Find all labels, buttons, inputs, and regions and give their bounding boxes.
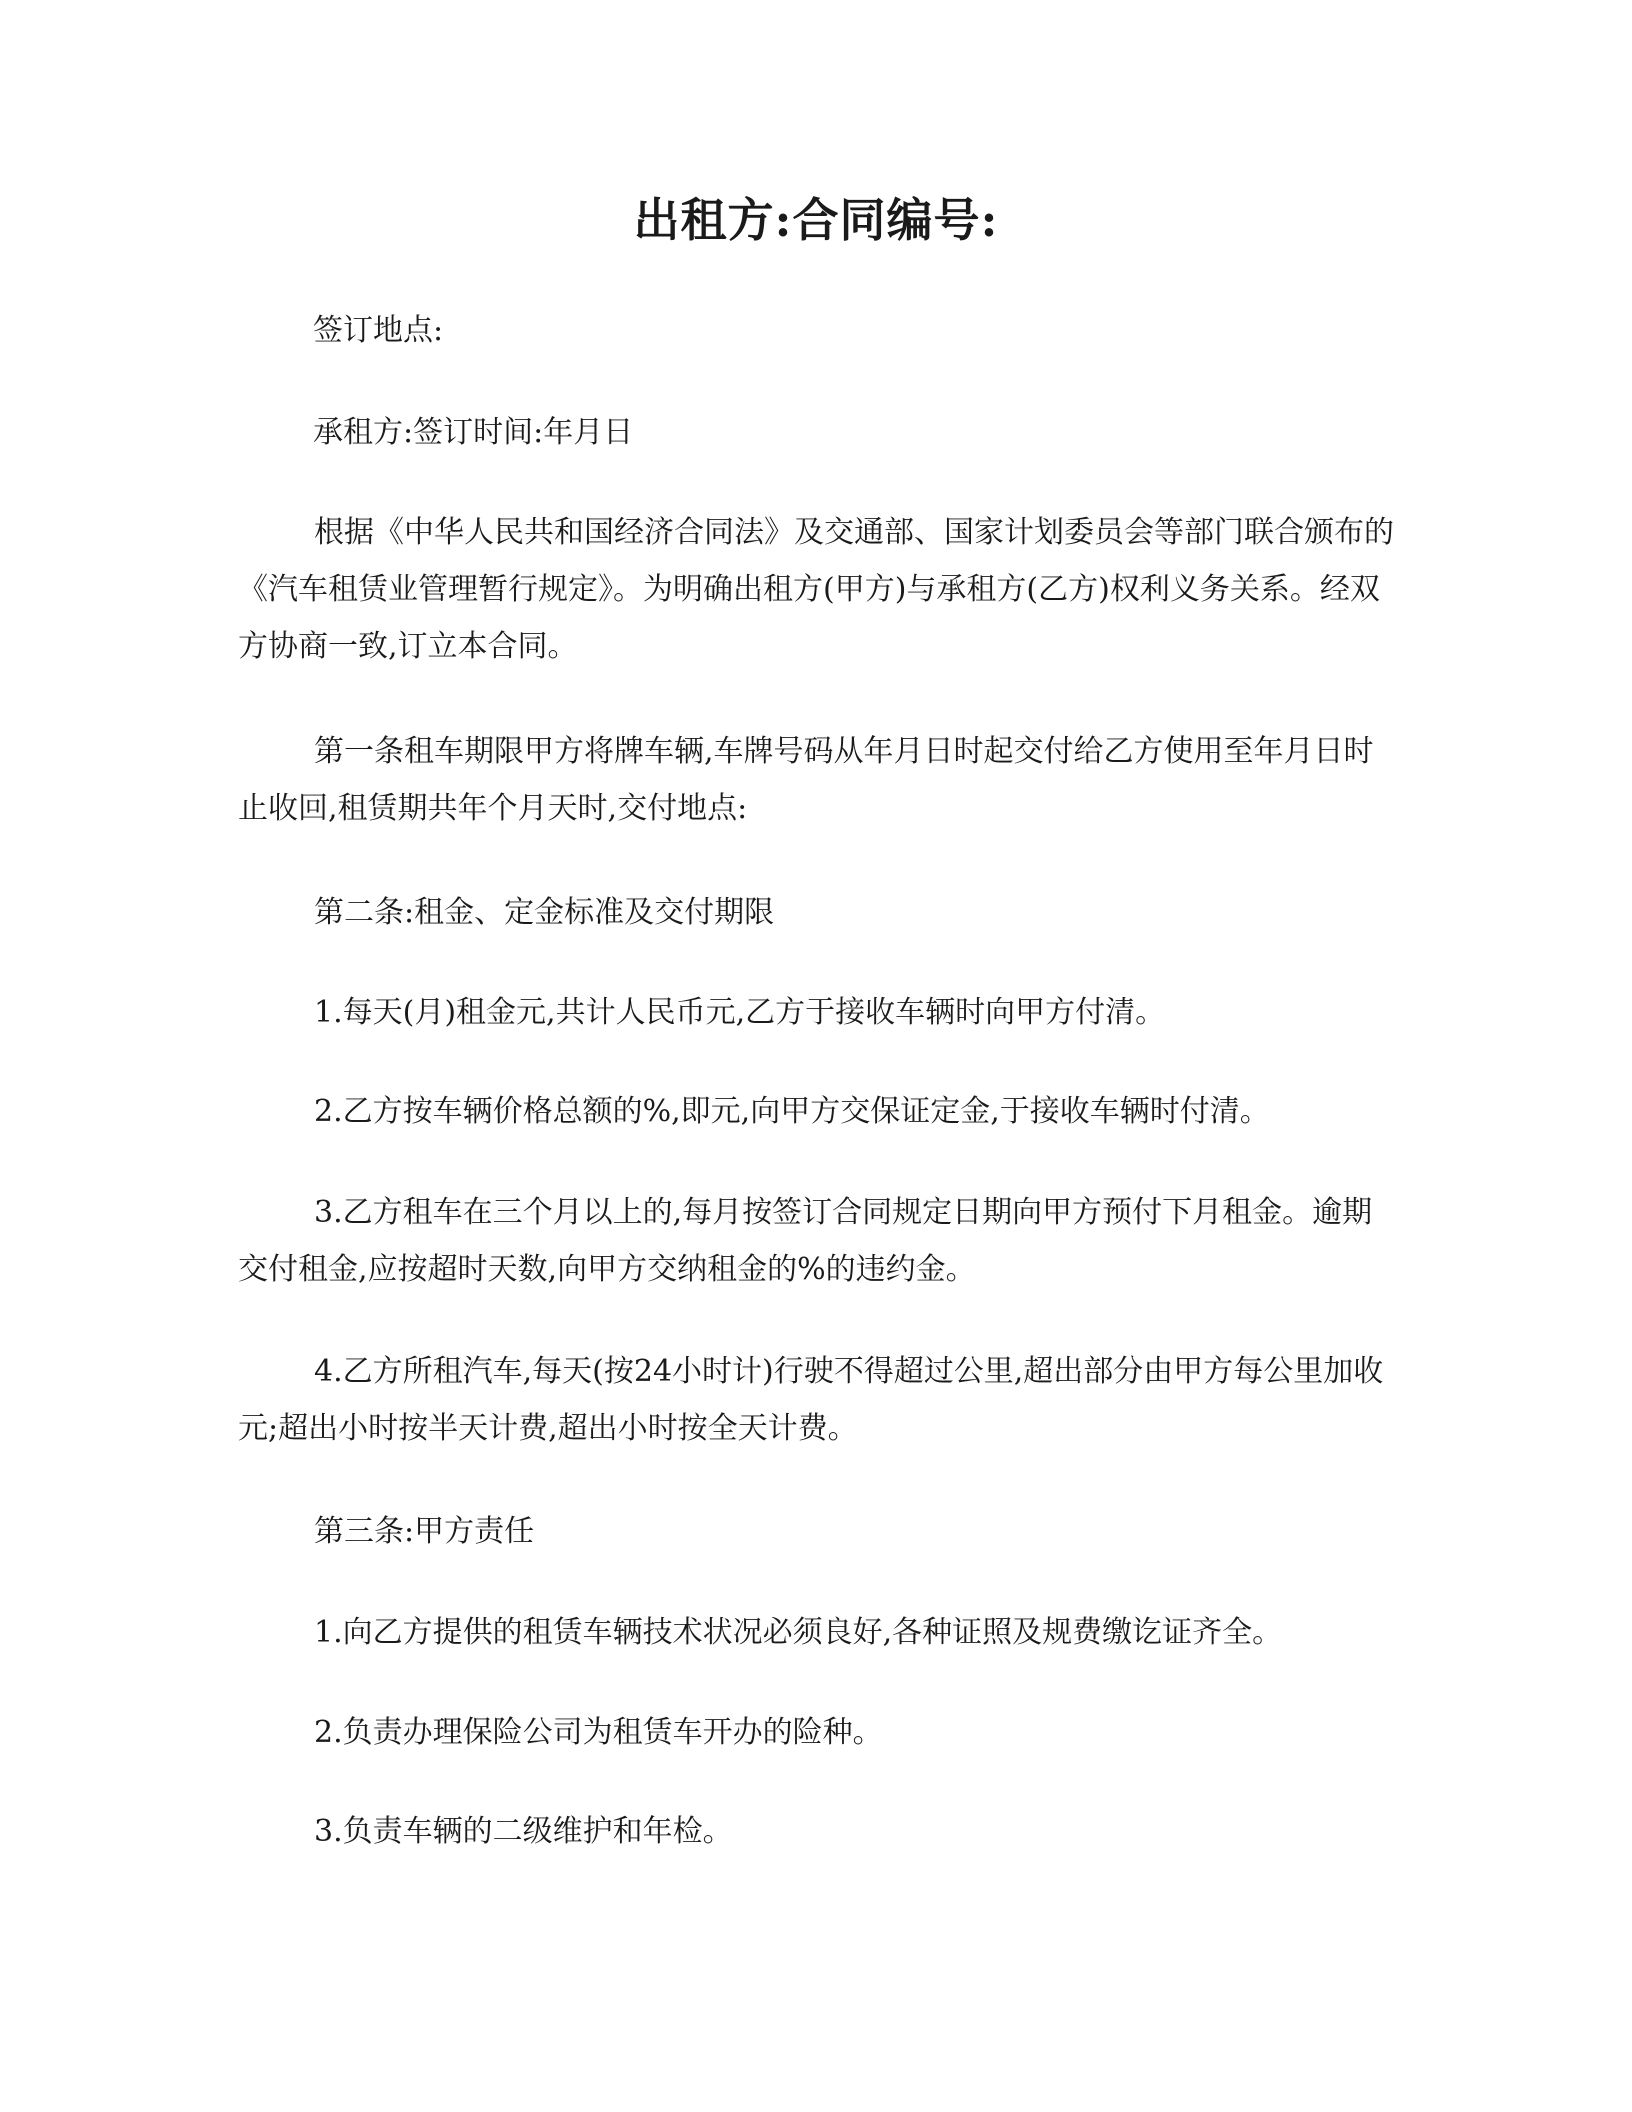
paragraph-article-2-heading: 第二条:租金、定金标准及交付期限 (314, 895, 775, 930)
paragraph-article-3-item-1: 1.向乙方提供的租赁车辆技术状况必须良好,各种证照及规费缴讫证齐全。 (314, 1615, 1283, 1650)
paragraph-signing-place: 签订地点: (313, 313, 444, 348)
paragraph-article-2-item-4: 4.乙方所租汽车,每天(按24小时计)行驶不得超过公里,超出部分由甲方每公里加收元;超出小时按半天计费,超出小时按全天计费。 (238, 1354, 1384, 1446)
paragraph-article-1: 第一条租车期限甲方将牌车辆,车牌号码从年月日时起交付给乙方使用至年月日时止收回,租赁期共年个月天时,交付地点: (238, 734, 1374, 826)
paragraph-lessee-signing-time: 承租方:签订时间:年月日 (313, 415, 634, 450)
paragraph-article-2-item-3: 3.乙方租车在三个月以上的,每月按签订合同规定日期向甲方预付下月租金。逾期交付租金,应按超时天数,向甲方交纳租金的%的违约金。 (238, 1195, 1373, 1287)
paragraph-article-3-heading: 第三条:甲方责任 (314, 1514, 535, 1549)
paragraph-article-3-item-3: 3.负责车辆的二级维护和年检。 (314, 1814, 733, 1849)
paragraph-article-2-item-2: 2.乙方按车辆价格总额的%,即元,向甲方交保证定金,于接收车辆时付清。 (314, 1094, 1270, 1129)
paragraph-article-3-item-2: 2.负责办理保险公司为租赁车开办的险种。 (314, 1715, 883, 1750)
paragraph-preamble: 根据《中华人民共和国经济合同法》及交通部、国家计划委员会等部门联合颁布的《汽车租赁业管理暂行规定》。为明确出租方(甲方)与承租方(乙方)权利义务关系。经双方协商一致,订立本合同。 (238, 515, 1394, 664)
paragraph-article-2-item-1: 1.每天(月)租金元,共计人民币元,乙方于接收车辆时向甲方付清。 (314, 995, 1166, 1030)
document-title: 出租方:合同编号: (633, 193, 999, 247)
